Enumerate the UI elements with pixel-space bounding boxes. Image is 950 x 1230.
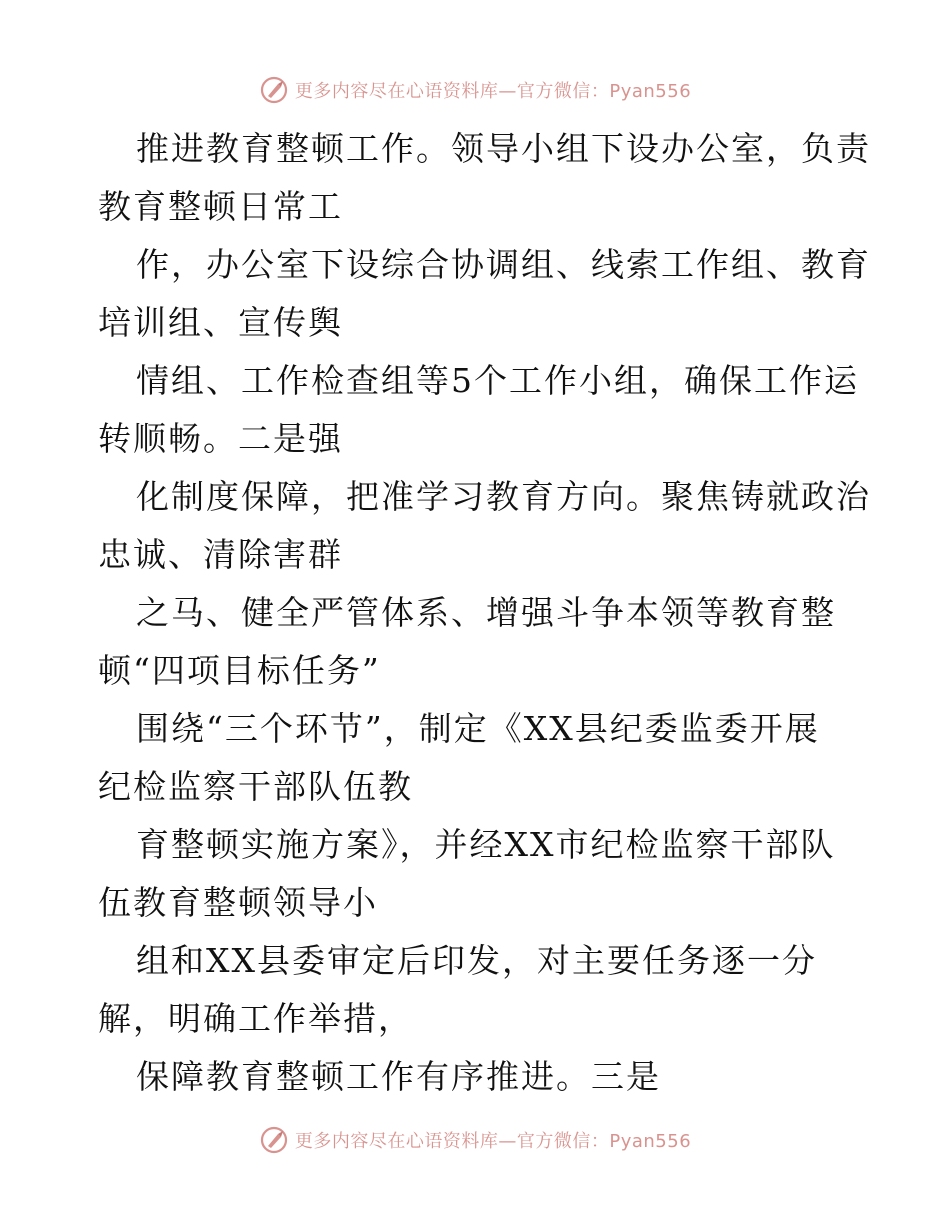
paragraph-line	[98, 816, 858, 932]
line-indented: 保障教育整顿工作有序推进。三是	[136, 1057, 661, 1096]
line-wrapped: 顿“四项目标任务”	[98, 651, 381, 690]
line-indented: 情组、工作检查组等5个工作小组，确保工作运	[136, 361, 859, 400]
document-body	[98, 120, 871, 1106]
paragraph-line	[98, 120, 871, 236]
line-wrapped: 纪检监察干部队伍教	[98, 767, 413, 806]
line-indented: 围绕“三个环节”，制定《XX县纪委监委开展	[136, 709, 820, 748]
line-indented: 化制度保障，把准学习教育方向。聚焦铸就政治	[136, 477, 871, 516]
line-wrapped: 解，明确工作举措，	[98, 999, 413, 1038]
footer-watermark	[0, 1122, 950, 1158]
paragraph-line	[98, 236, 871, 352]
paragraph-line	[98, 1048, 858, 1106]
line-indented: 作，办公室下设综合协调组、线索工作组、教育	[136, 245, 871, 284]
line-indented: 推进教育整顿工作。领导小组下设办公室，负责	[136, 129, 871, 168]
paragraph-line	[98, 932, 858, 1048]
line-wrapped: 伍教育整顿领导小	[98, 883, 378, 922]
line-wrapped: 忠诚、清除害群	[98, 535, 343, 574]
line-wrapped: 教育整顿日常工	[98, 187, 343, 226]
watermark-text: 更多内容尽在心语资料库—官方微信：Pyan556	[294, 1131, 692, 1152]
paragraph-line	[98, 468, 871, 584]
line-indented: 组和XX县委审定后印发，对主要任务逐一分	[136, 941, 817, 980]
line-wrapped: 培训组、宣传舆	[98, 303, 343, 342]
pen-nib-circle-icon	[259, 75, 289, 105]
pen-nib-circle-icon	[259, 1125, 289, 1155]
line-indented: 之马、健全严管体系、增强斗争本领等教育整	[136, 593, 836, 632]
paragraph-line	[98, 352, 858, 468]
header-watermark	[0, 72, 950, 108]
paragraph-line	[98, 584, 858, 700]
line-wrapped: 转顺畅。二是强	[98, 419, 343, 458]
line-indented: 育整顿实施方案》，并经XX市纪检监察干部队	[136, 825, 836, 864]
paragraph-line	[98, 700, 858, 816]
watermark-text: 更多内容尽在心语资料库—官方微信：Pyan556	[294, 81, 692, 102]
